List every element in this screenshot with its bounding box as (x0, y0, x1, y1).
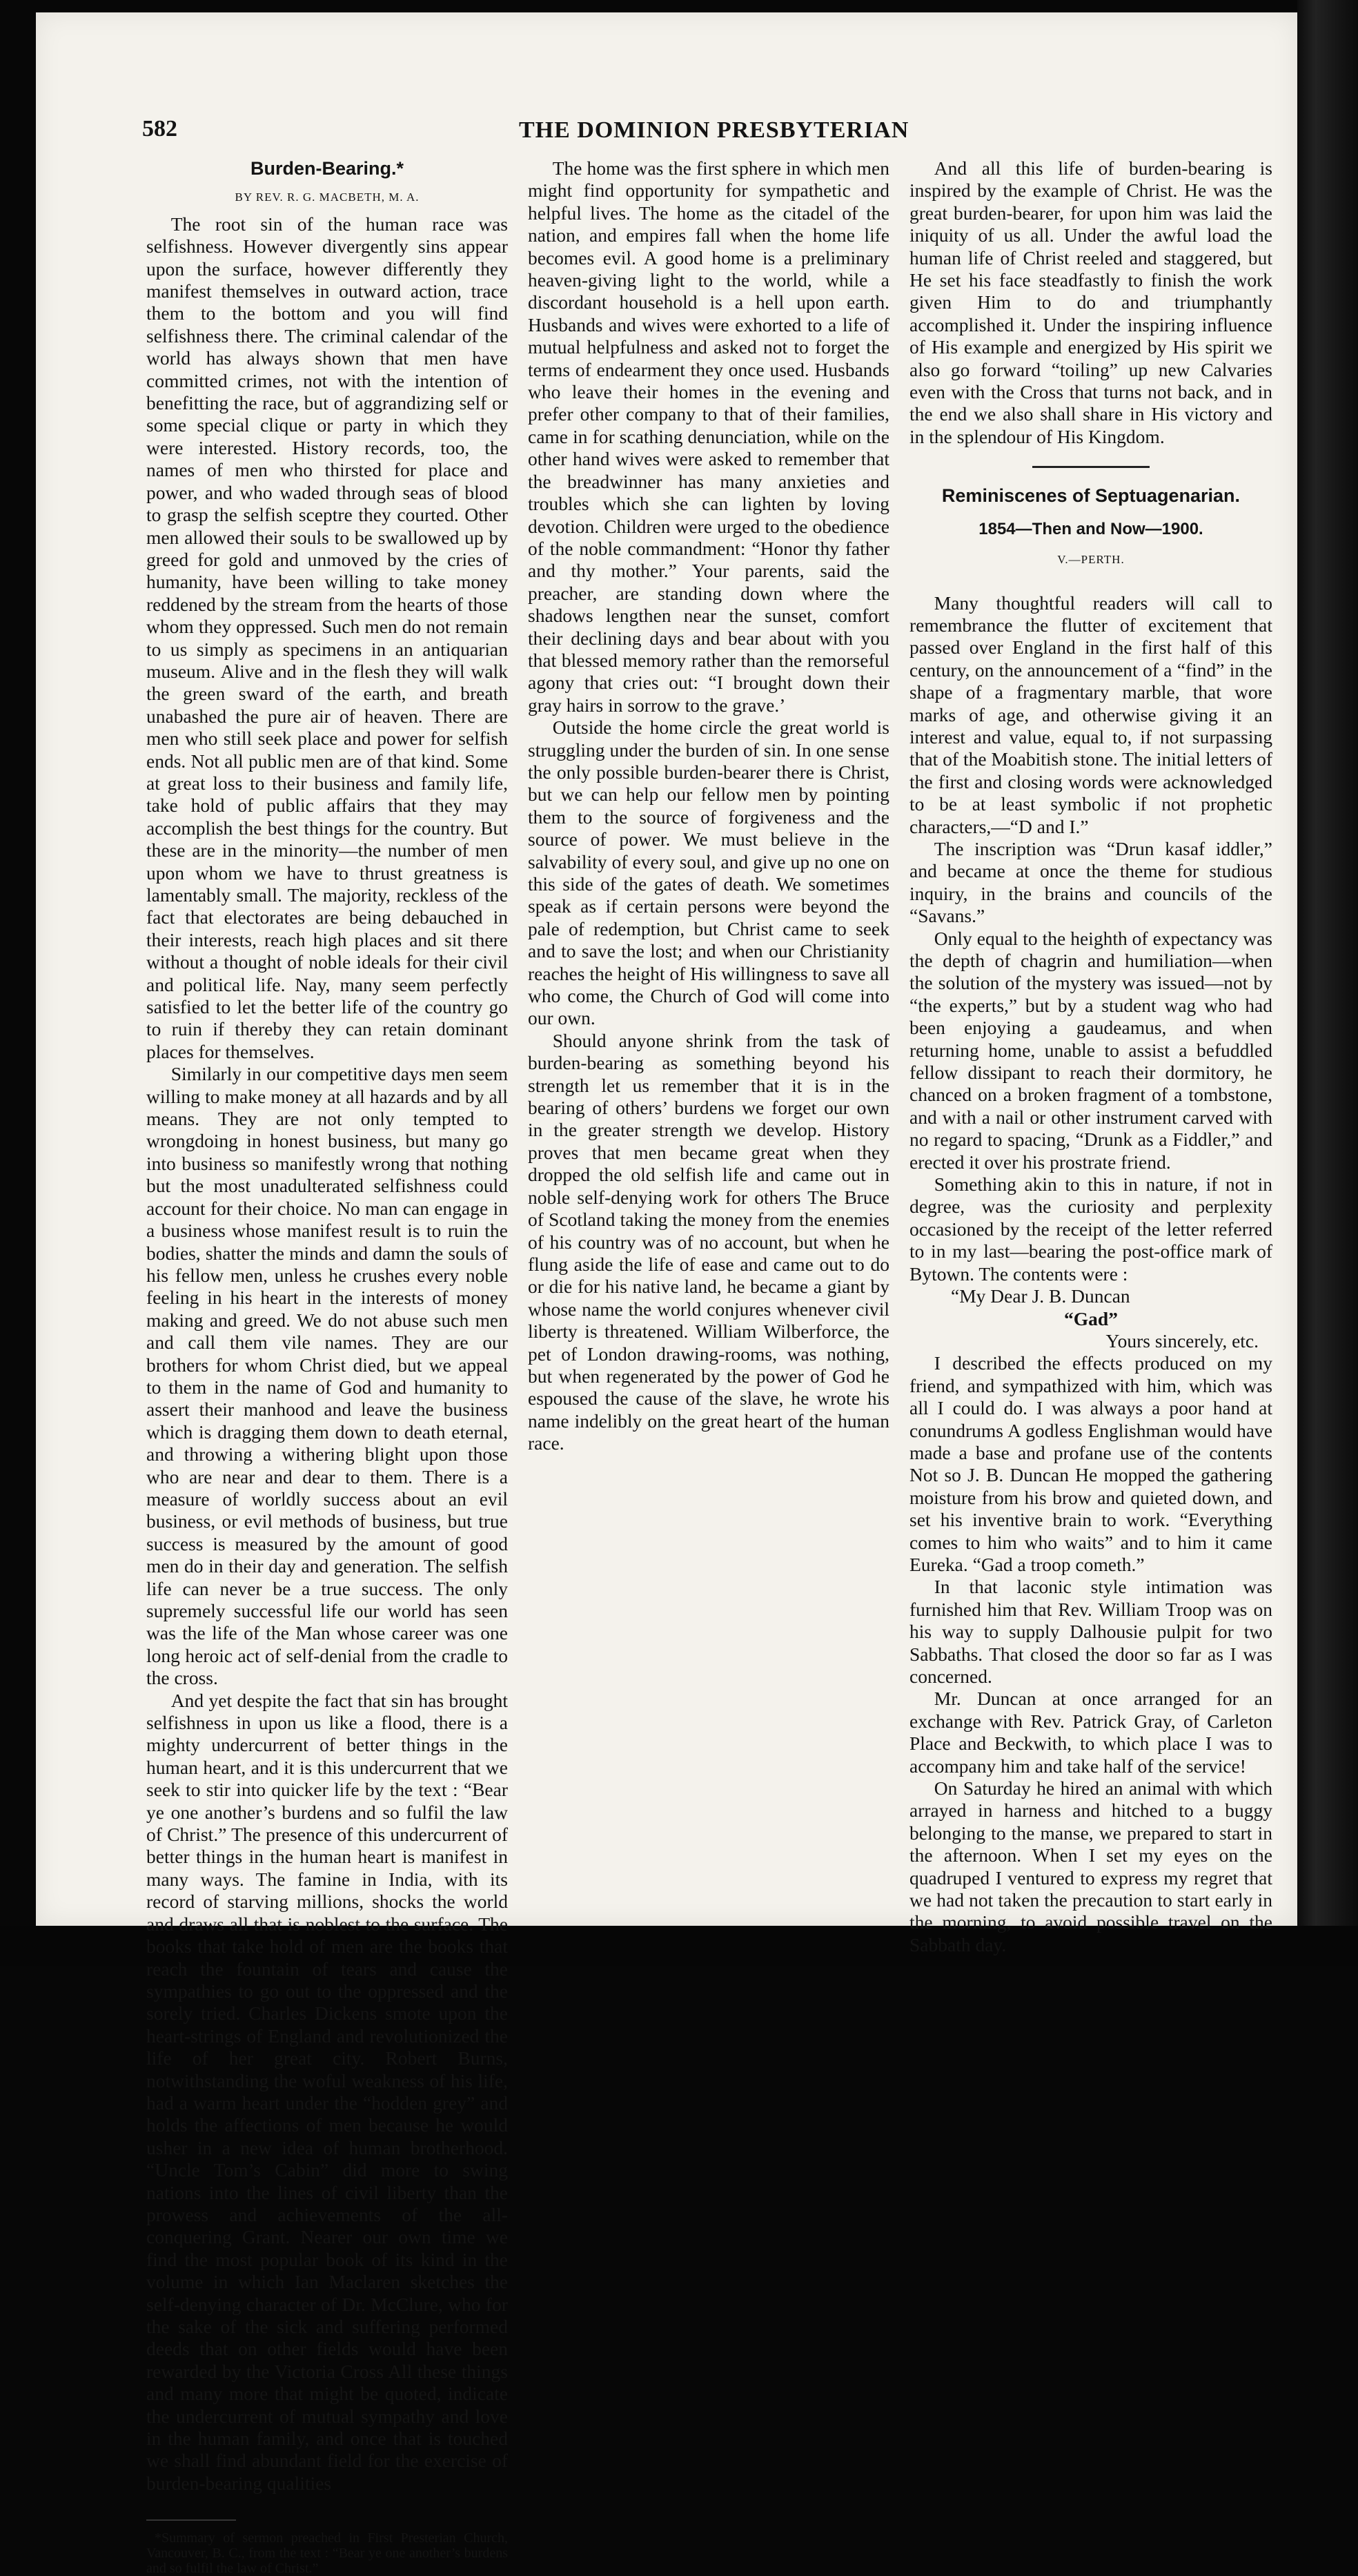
footnote-divider (146, 2519, 236, 2521)
letter-salutation: “My Dear J. B. Duncan (951, 1285, 1130, 1307)
paragraph: The root sin of the human race was selfishness. However divergently sins appear upon the surface, however differently they manifest themselves in outward action, trace them to the bottom and you will find selfishness there. The criminal calendar of the world has always shown that men have committed crimes, not with the intention of benefitting the race, but of aggrandizing self or some special clique or party in which they were interested. History records, too, the names of men who thirsted for place and power, and who waded through seas of blood to grasp the selfish sceptre they courted. Other men allowed their souls to be swallowed up by greed for gold and unmoved by the cries of humanity, have been willing to take money reddened by the stream from the hearts of those whom they oppressed. Such men do not remain to us simply as specimens in an antiquarian museum. Alive and in the flesh they will walk the green sward of the earth, and breath unabashed the pure air of heaven. There are men who still seek place and power for selfish ends. Not all public men are of that kind. Some at great loss to their business and family life, take hold of public affairs that they may accomplish the best things for the country. But these are in the minority—the number of men upon whom we have to thrust greatness is lamentably small. The majority, reckless of the fact that electorates are being debauched in their interests, reach high places and sit there without a thought of noble ideals for their civil and political life. Nay, many seem perfectly satisfied to let the better life of the country go to ruin if thereby they can retain dominant places for themselves. (146, 213, 508, 1062)
column-2 (528, 157, 889, 1897)
newspaper-page (36, 12, 1297, 2576)
column-3 (909, 157, 1272, 1955)
paragraph: On Saturday he hired an animal with which arrayed in harness and hitched to a buggy belonging to the manse, we prepared to start in the afternoon. When I set my eyes on the quadruped I ventured to express my regret that we had not taken the precaution to start early in the morning, to avoid possible travel on the Sabbath day. (909, 1777, 1272, 1955)
paragraph: Should anyone shrink from the task of burden-bearing as something beyond his strength let us remember that it is in the bearing of others’ burdens we forget our own in the greater strength we develop. History proves that men became great when they dropped the old selfish life and came out in noble self-denying work for others The Bruce of Scotland taking the money from the enemies of his country was of no account, but when he flung aside the life of ease and came out to do or die for his native land, he became a giant by whose name the world conjures whenever civil liberty is threatened. William Wilberforce, the pet of London drawing-rooms, was nothing, but when regenerated by the power of God he espoused the cause of the slave, he wrote his name indelibly on the great heart of the human race. (528, 1029, 889, 1454)
page-number: 582 (142, 116, 177, 142)
scan-border-right (1297, 0, 1358, 1966)
article-subtitle: 1854—Then and Now—1900. (978, 519, 1203, 538)
footnote: *Summary of sermon preached in First Presterian Church, Vancouver, B. C., from the text : “Bear ye one another’s burdens and so fulfil the law of Christ.” (146, 2530, 508, 2576)
article-title-burden-bearing: Burden-Bearing.* (250, 158, 404, 179)
paragraph: The home was the first sphere in which men might find opportunity for sympathetic and helpful lives. The home as the citadel of the nation, and empires fall when the home life becomes evil. A good home is a preliminary heaven-giving light to the world, while a discordant household is a hell upon earth. Husbands and wives were exhorted to a life of mutual helpfulness and asked not to forget the terms of endearment they once used. Husbands who leave their homes in the evening and prefer other company to that of their families, came in for scathing denunciation, while on the other hand wives were asked to remember that the breadwinner has many anxieties and troubles which she can lighten by loving devotion. Children were urged to the obedience of the noble commandment: “Honor thy father and thy mother.” Your parents, said the preacher, are standing down where the shadows lengthen near the sunset, comfort their declining days and bear about with you that blessed memory rather than the remorseful agony that cries out: “I brought down their gray hairs in sorrow to the grave.’ (528, 157, 889, 716)
paragraph: Many thoughtful readers will call to remembrance the flutter of excitement that passed over England in the first half of this century, on the announcement of a “find” in the shape of a fragmentary marble, that wore marks of age, and otherwise giving it an interest and value, equal to, if not surpassing that of the Moabitish stone. The initial letters of the first and closing words were acknowledged to be at least symbolic if not prophetic characters,—“D and I.” (909, 592, 1272, 837)
paragraph: And all this life of burden-bearing is inspired by the example of Christ. He was the great burden-bearer, for upon him was laid the iniquity of us all. Under the awful load the human life of Christ reeled and staggered, but He set his face steadfastly to finish the work given Him to do and triumphantly accomplished it. Under the inspiring influence of His example and energized by His spirit we also go forward “toiling” up new Calvaries even with the Cross that turns not back, and in the end we also shall share in His victory and in the splendour of His Kingdom. (909, 157, 1272, 447)
page-header (36, 115, 1297, 156)
paragraph: Only equal to the heighth of expectancy was the depth of chagrin and humiliation—when the solution of the mystery was issued—not by “the experts,” but by a student wag who had been enjoying a gaudeamus, and when returning home, unable to assist a befuddled fellow dissipant to reach their dormitory, he chanced on a broken fragment of a tombstone, and with a nail or other instrument carved with no regard to spacing, “Drunk as a Fiddler,” and erected it over his prostrate friend. (909, 927, 1272, 1173)
section-divider (1032, 466, 1150, 468)
paragraph: Something akin to this in nature, if not in degree, was the curiosity and perplexity occasioned by the receipt of the letter referred to in my last—bearing the post-office mark of Bytown. The contents were : (909, 1173, 1272, 1285)
section-label: V.—PERTH. (1057, 553, 1125, 567)
paragraph: In that laconic style intimation was furnished him that Rev. William Troop was on his way to supply Dalhousie pulpit for two Sabbaths. That closed the door so far as I was concerned. (909, 1576, 1272, 1687)
article-byline: BY REV. R. G. MACBETH, M. A. (235, 191, 420, 204)
article-title-reminiscenes: Reminiscenes of Septuagenarian. (941, 485, 1241, 507)
letter-close: Yours sincerely, etc. (1105, 1329, 1259, 1352)
running-title: THE DOMINION PRESBYTERIAN (519, 117, 909, 143)
paragraph: Outside the home circle the great world is struggling under the burden of sin. In one sense the only possible burden-bearer there is Christ, but we can help our fellow men by pointing them to the source of forgiveness and the source of power. We must believe in the salvability of every soul, and give up no one on this side of the gates of death. We sometimes speak as if certain persons were beyond the pale of redemption, but Christ came to seek and to save the lost; and when our Christianity reaches the height of His willingness to save all who come, the Church of God will come into our own. (528, 716, 889, 1029)
letter-body: “Gad” (1064, 1307, 1118, 1329)
paragraph: Similarly in our competitive days men seem willing to make money at all hazards and by all means. They are not only tempted to wrongdoing in honest business, but many go into business so manifestly wrong that nothing but the most unadulterated selfishness could account for their choice. No man can engage in a business whose manifest result is to ruin the bodies, shatter the minds and damn the souls of his fellow men, unless he crushes every noble feeling in his heart in the interests of money making and greed. We do not abuse such men and call them vile names. They are our brothers for whom Christ died, but we appeal to them in the name of God and humanity to assert their manhood and leave the business which is dragging them down to death eternal, and throwing a withering blight upon those who are near and dear to them. There is a measure of worldly success about an evil business, or evil methods of business, but true success is measured by the amount of good men do in their day and generation. The selfish life can never be a true success. The only supremely successful life our world has seen was the life of the Man whose career was one long heroic act of self-denial from the cradle to the cross. (146, 1063, 508, 1689)
paragraph: The inscription was “Drun kasaf iddler,” and became at once the theme for studious inquiry, in the brains and councils of the “Savans.” (909, 837, 1272, 927)
paragraph: I described the effects produced on my friend, and sympathized with him, which was all I could do. I was always a poor hand at conundrums A godless Englishman would have made a base and profane use of the contents Not so J. B. Duncan He mopped the gathering moisture from his brow and quieted down, and set his inventive brain to work. “Everything comes to him who waits” and to him it came Eureka. “Gad a troop cometh.” (909, 1352, 1272, 1575)
paragraph: And yet despite the fact that sin has brought selfishness in upon us like a flood, there is a mighty undercurrent of better things in the human heart, and it is this undercurrent that we seek to stir into quicker life by the text : “Bear ye one another’s burdens and so fulfil the law of Christ.” The presence of this undercurrent of better things in the human heart is manifest in many ways. The famine in India, with its record of starving millions, shocks the world and draws all that is noblest to the surface. The books that take hold of men are the books that reach the fountain of tears and cause the sympathies to go out to the oppressed and the sorely tried. Charles Dickens smote upon the heart-strings of England and revolutionized the life of her great city. Robert Burns, notwithstanding the woful weakness of his life, had a warm heart under the “hodden grey” and holds the affections of men because he would usher in a new idea of human brotherhood. “Uncle Tom’s Cabin” did more to swing nations into the lines of civil liberty than the prowess and achievements of the all-conquering Grant. Nearer our own time we find the most popular book of its kind in the volume in which Ian Maclaren sketches the self-denying character of Dr. McClure, who for the sake of the sick and suffering performed deeds that on other fields would have been rewarded by the Victoria Cross All these things and many more that might be quoted, indicate the undercurrent of mutual sympathy and love in the human family, and once that is touched we shall find abundant field for the exercise of burden-bearing qualities (146, 1689, 508, 2494)
column-1 (146, 157, 508, 2576)
paragraph: Mr. Duncan at once arranged for an exchange with Rev. Patrick Gray, of Carleton Place and Beckwith, to which place I was to accompany him and take half of the service! (909, 1688, 1272, 1777)
